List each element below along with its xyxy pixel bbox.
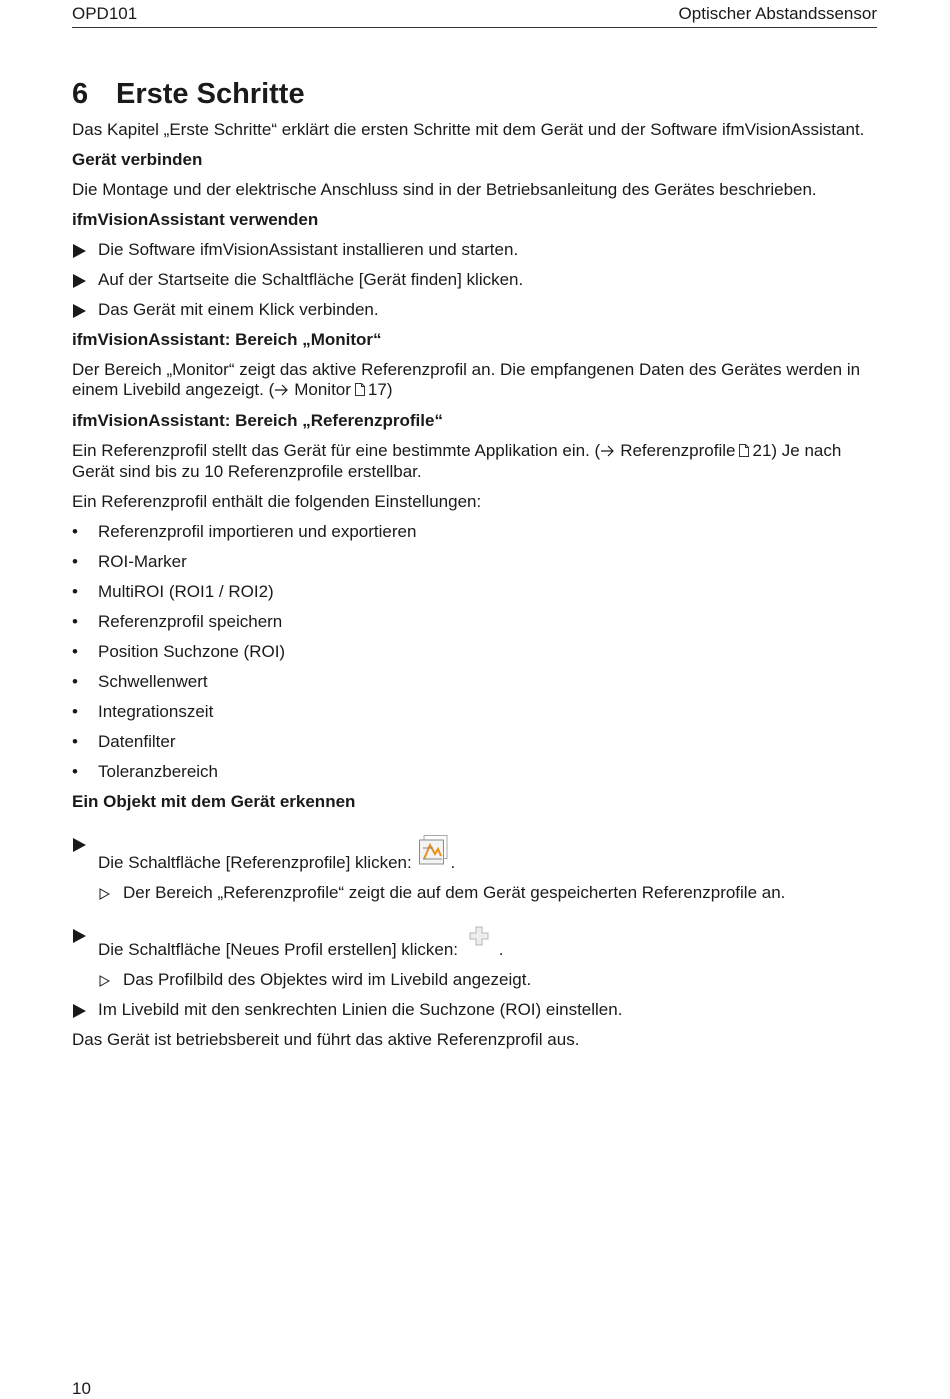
list-item: • Referenzprofil speichern: [72, 612, 283, 631]
list-item: • Referenzprofil importieren und exportieren: [72, 522, 417, 541]
page-content: [72, 74, 877, 1050]
reference-profiles-icon[interactable]: [416, 834, 450, 873]
triangle-right-icon: [73, 304, 86, 318]
header-product: OPD101: [72, 4, 138, 23]
triangle-right-icon: [73, 1004, 86, 1018]
list-intro: Ein Referenzprofil enthält die folgenden Einstellungen:: [72, 492, 482, 511]
connect-text: Die Montage und der elektrische Anschluss sind in der Betriebsanleitung des Gerätes beschrieben.: [72, 180, 817, 199]
arrow-right-icon: [600, 445, 616, 457]
list-item: • ROI-Marker: [72, 552, 187, 571]
profiles-text: Ein Referenzprofil stellt das Gerät für eine bestimmte Applikation ein. ( Referenzprofile 21) Je nach Gerät sind bis zu 10 Referenzprofile erstellbar.: [72, 441, 842, 481]
triangle-right-icon: [73, 274, 86, 288]
page-icon: [739, 444, 749, 457]
step-item: Die Software ifmVisionAssistant installieren und starten.: [72, 240, 877, 260]
header-title: Optischer Abstandssensor: [678, 4, 877, 23]
chapter-number: 6: [72, 78, 89, 110]
step-item: Die Schaltfläche [Referenzprofile] klicken: .: [72, 834, 877, 873]
heading-detect: Ein Objekt mit dem Gerät erkennen: [72, 792, 356, 811]
list-item: • Integrationszeit: [72, 702, 214, 721]
heading-connect: Gerät verbinden: [72, 150, 203, 169]
step-item: Auf der Startseite die Schaltfläche [Gerät finden] klicken.: [72, 270, 877, 290]
step-item: Die Schaltfläche [Neues Profil erstellen] klicken: .: [72, 925, 877, 960]
triangle-right-outline-icon: [99, 975, 110, 987]
chapter-heading: [72, 74, 877, 114]
page-header: [72, 4, 877, 28]
heading-monitor: ifmVisionAssistant: Bereich „Monitor“: [72, 330, 382, 349]
closing-text: Das Gerät ist betriebsbereit und führt das aktive Referenzprofil aus.: [72, 1030, 580, 1049]
arrow-right-icon: [274, 384, 290, 396]
result-item: Das Profilbild des Objektes wird im Livebild angezeigt.: [72, 970, 877, 990]
monitor-text: Der Bereich „Monitor“ zeigt das aktive Referenzprofil an. Die empfangenen Daten des Gerätes werden in einem Livebild angezeigt. ( Monitor 17): [72, 360, 861, 399]
triangle-right-outline-icon: [99, 888, 110, 900]
intro-text: Das Kapitel „Erste Schritte“ erklärt die ersten Schritte mit dem Gerät und der Software ifmVisionAssistant.: [72, 120, 865, 139]
list-item: • Toleranzbereich: [72, 762, 219, 781]
triangle-right-icon: [73, 244, 86, 258]
list-item: • Schwellenwert: [72, 672, 208, 691]
profiles-link[interactable]: Referenzprofile 21: [600, 441, 771, 460]
heading-use: ifmVisionAssistant verwenden: [72, 210, 319, 229]
list-item: • MultiROI (ROI1 / ROI2): [72, 582, 274, 601]
chapter-title: Erste Schritte: [116, 78, 305, 110]
list-item: • Datenfilter: [72, 732, 176, 751]
page-icon: [355, 383, 365, 396]
result-item: Der Bereich „Referenzprofile“ zeigt die auf dem Gerät gespeicherten Referenzprofile an.: [72, 883, 877, 903]
monitor-link[interactable]: Monitor 17: [274, 380, 387, 399]
triangle-right-icon: [73, 929, 86, 943]
triangle-right-icon: [73, 838, 86, 852]
page-number: 10: [72, 1379, 91, 1398]
heading-profiles: ifmVisionAssistant: Bereich „Referenzprofile“: [72, 411, 443, 430]
plus-icon[interactable]: [463, 925, 499, 960]
step-item: Das Gerät mit einem Klick verbinden.: [72, 300, 877, 320]
list-item: • Position Suchzone (ROI): [72, 642, 286, 661]
step-item: Im Livebild mit den senkrechten Linien die Suchzone (ROI) einstellen.: [72, 1000, 877, 1020]
